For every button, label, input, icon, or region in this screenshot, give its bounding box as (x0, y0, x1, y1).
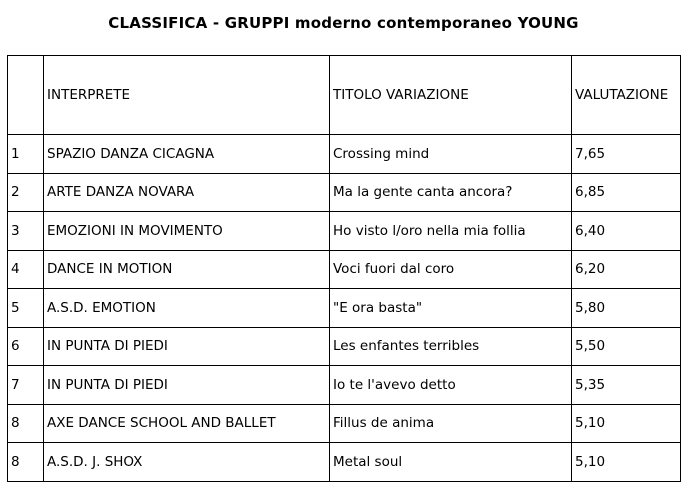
header-position (8, 56, 44, 135)
table-row (8, 173, 681, 212)
row-variation: Les enfantes terribles (330, 327, 572, 366)
table-row (8, 366, 681, 405)
row-variation: Voci fuori dal coro (330, 250, 572, 289)
row-score: 5,50 (572, 327, 681, 366)
row-position: 2 (8, 173, 44, 212)
row-variation: Crossing mind (330, 135, 572, 174)
ranking-table (7, 55, 681, 482)
row-variation: Ho visto l/oro nella mia follia (330, 212, 572, 251)
row-score: 6,85 (572, 173, 681, 212)
row-performer: DANCE IN MOTION (44, 250, 330, 289)
row-variation: Fillus de anima (330, 404, 572, 443)
row-position: 8 (8, 404, 44, 443)
page-title: CLASSIFICA - GRUPPI moderno contemporaneo YOUNG (108, 14, 579, 32)
row-score: 6,40 (572, 212, 681, 251)
row-position: 3 (8, 212, 44, 251)
row-performer: EMOZIONI IN MOVIMENTO (44, 212, 330, 251)
row-performer: AXE DANCE SCHOOL AND BALLET (44, 404, 330, 443)
row-performer: SPAZIO DANZA CICAGNA (44, 135, 330, 174)
table-row (8, 327, 681, 366)
row-performer: IN PUNTA DI PIEDI (44, 327, 330, 366)
row-performer: A.S.D. EMOTION (44, 289, 330, 328)
table-row (8, 404, 681, 443)
header-score: VALUTAZIONE (572, 56, 681, 135)
row-score: 5,35 (572, 366, 681, 405)
table-row (8, 443, 681, 482)
table-header-row (8, 56, 681, 135)
row-variation: "E ora basta" (330, 289, 572, 328)
row-score: 7,65 (572, 135, 681, 174)
row-score: 5,80 (572, 289, 681, 328)
row-variation: Metal soul (330, 443, 572, 482)
row-score: 6,20 (572, 250, 681, 289)
row-score: 5,10 (572, 404, 681, 443)
row-position: 5 (8, 289, 44, 328)
header-variation: TITOLO VARIAZIONE (330, 56, 572, 135)
row-performer: A.S.D. J. SHOX (44, 443, 330, 482)
table-row (8, 212, 681, 251)
header-performer: INTERPRETE (44, 56, 330, 135)
row-position: 1 (8, 135, 44, 174)
row-variation: Ma la gente canta ancora? (330, 173, 572, 212)
row-variation: Io te l'avevo detto (330, 366, 572, 405)
table-row (8, 135, 681, 174)
table-row (8, 289, 681, 328)
row-position: 8 (8, 443, 44, 482)
row-score: 5,10 (572, 443, 681, 482)
row-position: 6 (8, 327, 44, 366)
row-performer: ARTE DANZA NOVARA (44, 173, 330, 212)
row-performer: IN PUNTA DI PIEDI (44, 366, 330, 405)
row-position: 7 (8, 366, 44, 405)
table-row (8, 250, 681, 289)
row-position: 4 (8, 250, 44, 289)
